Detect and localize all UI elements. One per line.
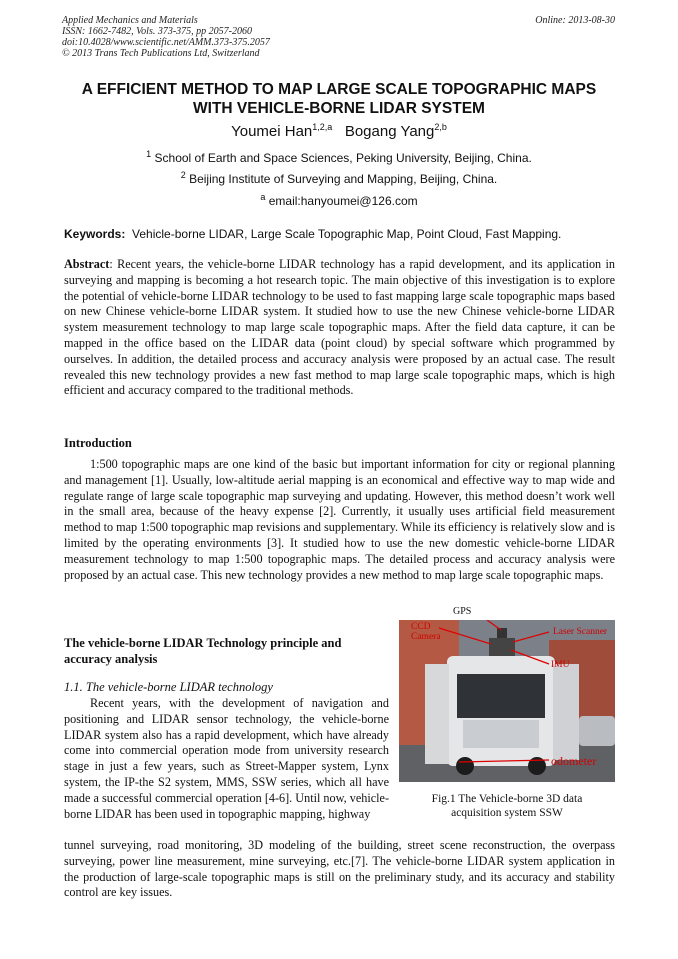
keywords-label: Keywords: xyxy=(64,227,126,241)
author-email xyxy=(40,192,638,208)
intro-text: 1:500 topographic maps are one kind of the basic but important information for city or regional planning and management [1]. Usually, low-altitude aerial mapping is an economical and effective way to map wide and regulate range of large scale topographic map surveying and updating. However, this method doesn’t work well in the small area, because of the heavy expense [2]. Currently, it usually uses artificial field measurement method to map 1:500 topographic map revisions and supplementary. While its efficiency is relatively slow and is limited by the operating environments [3]. It studied how to use the new domestic vehicle-borne LIDAR measurement technology to map 1:500 topographic maps. The detailed process and accuracy analysis were proposed by an actual case. This new technology provides a new method to map large scale topographic maps. xyxy=(64,457,615,582)
aff-2-text: Beijing Institute of Surveying and Mapping, Beijing, China. xyxy=(189,172,498,186)
affiliation-2 xyxy=(40,170,638,186)
aff-2-sup: 2 xyxy=(180,170,186,180)
journal-name: Applied Mechanics and Materials xyxy=(62,15,198,26)
section-2-heading: The vehicle-borne LIDAR Technology principle and accuracy analysis xyxy=(64,636,342,666)
title-line-1: A EFFICIENT METHOD TO MAP LARGE SCALE TOPOGRAPHIC MAPS xyxy=(81,81,597,98)
ccd-label-2: Camera xyxy=(411,632,441,642)
aff-1-sup: 1 xyxy=(146,149,152,159)
odometer-label: odometer xyxy=(551,754,597,768)
author-1-sup: 1,2,a xyxy=(312,122,333,132)
author-2-sup: 2,b xyxy=(434,122,447,132)
caption-line-2: acquisition system SSW xyxy=(451,807,563,819)
gps-label: GPS xyxy=(453,606,472,617)
authors xyxy=(40,122,638,140)
intro-heading: Introduction xyxy=(64,436,132,450)
title-line-2: WITH VEHICLE-BORNE LIDAR SYSTEM xyxy=(193,100,485,117)
affiliation-1 xyxy=(40,149,638,165)
figure-vehicle-photo xyxy=(399,620,615,782)
ccd-label-1: CCD xyxy=(411,622,431,632)
figure-caption xyxy=(399,792,615,820)
email-text: email:hanyoumei@126.com xyxy=(268,194,418,208)
caption-line-1: Fig.1 The Vehicle-borne 3D data xyxy=(431,793,583,805)
email-sup: a xyxy=(260,192,266,202)
abstract xyxy=(64,257,615,399)
laser-scanner-label: Laser Scanner xyxy=(553,627,608,637)
subsection-heading: 1.1. The vehicle-borne LIDAR technology xyxy=(64,680,273,694)
doi-line: doi:10.4028/www.scientific.net/AMM.373-375.2057 xyxy=(62,37,270,48)
keywords-text: Vehicle-borne LIDAR, Large Scale Topographic Map, Point Cloud, Fast Mapping. xyxy=(132,227,562,241)
keywords xyxy=(64,227,616,241)
page-header xyxy=(62,15,615,59)
copyright-line: © 2013 Trans Tech Publications Ltd, Switzerland xyxy=(62,48,260,59)
section-2-column-text: Recent years, with the development of navigation and positioning and LIDAR sensor technology, the vehicle-borne LIDAR system also has a rapid development, which have already come into commercial operation mode from university research stage in just a few years, such as Street-Mapper system, Lynx system, the IP-the S2 system, MMS, SSW series, which all have made a successful commercial operation [4-6]. Until now, vehicle-borne LIDAR has been used in topographic mapping, highway xyxy=(64,696,389,821)
imu-label: IMU xyxy=(551,660,570,670)
section-2-full-text: tunnel surveying, road monitoring, 3D modeling of the building, street scene reconstruction, the overpass surveying, power line measurement, mine surveying, etc.[7]. The vehicle-borne LIDAR system application in the production of large-scale topographic maps is still on the preliminary study, and its accuracy and stability control are key issues. xyxy=(64,838,615,900)
abstract-text: : Recent years, the vehicle-borne LIDAR technology has a rapid development, and its application in surveying and mapping is becoming a hot research topic. The main objective of this investigation is to explore the potential of vehicle-borne LIDAR technology to be used to fast mapping large scale topographic maps based on new Chinese vehicle-borne LIDAR system. It studied how to use the new Chinese vehicle-borne LIDAR system measurement technology to map large scale topographic maps. After the field data capture, it can be mapped in the office based on the LIDAR data (point cloud) by special software which programmed by ourselves. In addition, the detailed process and accuracy analysis were proposed by an actual case. The result revealed this new technology provides a new fast method to map large scale topographic maps, which is high efficient and accuracy compared to the traditional methods. xyxy=(64,257,615,398)
author-2-name: Bogang Yang xyxy=(344,123,435,140)
online-date: Online: 2013-08-30 xyxy=(535,15,615,26)
author-1-name: Youmei Han xyxy=(231,123,313,140)
abstract-label: Abstract xyxy=(64,257,110,271)
paper-title xyxy=(40,80,638,118)
aff-1-text: School of Earth and Space Sciences, Peking University, Beijing, China. xyxy=(154,151,532,165)
issn-line: ISSN: 1662-7482, Vols. 373-375, pp 2057-2060 xyxy=(62,26,252,37)
